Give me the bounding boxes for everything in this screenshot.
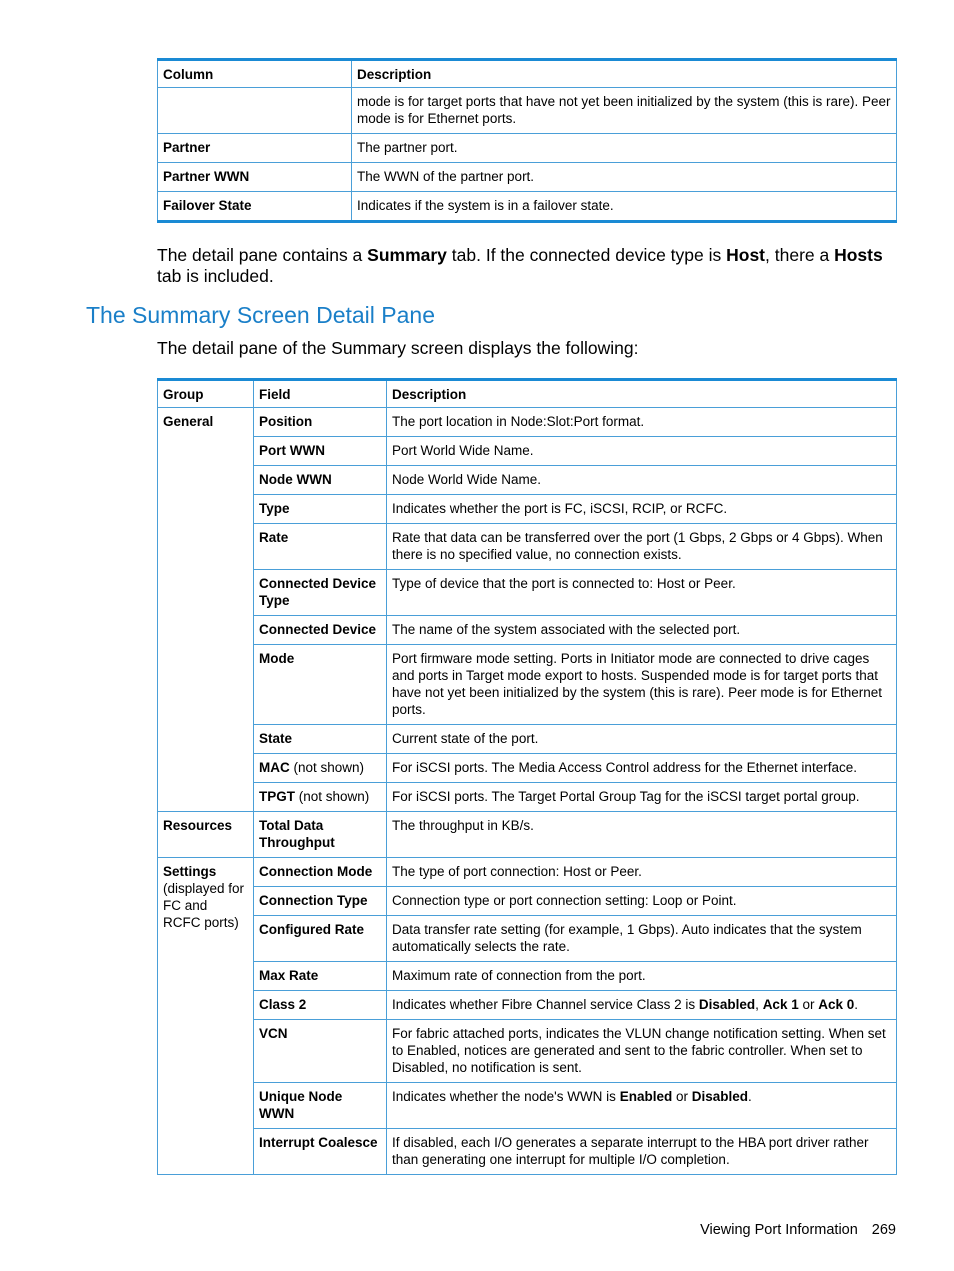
field-name: MAC (259, 760, 290, 775)
text-run: The detail pane contains a (157, 245, 368, 265)
description-header: Description (387, 380, 897, 408)
group-cell-settings (158, 858, 254, 1175)
table-row (158, 495, 897, 524)
table-row (158, 916, 897, 962)
bold-run: Summary (367, 245, 447, 265)
description-cell: mode is for target ports that have not yet been initialized by the system (this is rare). Peer mode is for Ethernet ports. (352, 88, 897, 134)
group-cell-resources: Resources (158, 812, 254, 858)
table-row (158, 645, 897, 725)
summary-fields-table (157, 378, 897, 1175)
bold-run: Ack 0 (818, 997, 855, 1012)
field-cell: Port WWN (254, 437, 387, 466)
field-note: (not shown) (289, 760, 365, 775)
page-footer (700, 1222, 896, 1238)
description-cell: Port World Wide Name. (387, 437, 897, 466)
table-row (158, 783, 897, 812)
description-cell: The type of port connection: Host or Peer. (387, 858, 897, 887)
column-cell: Partner (158, 134, 352, 163)
text-run: or (672, 1089, 692, 1104)
table-row (158, 1020, 897, 1083)
field-cell: Connected Device (254, 616, 387, 645)
description-cell: Port firmware mode setting. Ports in Initiator mode are connected to drive cages and ports in Target mode export to hosts. Suspended mode is for target ports that have not yet been initialized by the system (this is rare). Peer mode is for Ethernet ports. (387, 645, 897, 725)
column-cell: Failover State (158, 192, 352, 222)
text-run: or (798, 997, 819, 1012)
text-run: tab is included. (157, 266, 274, 286)
field-cell: Max Rate (254, 962, 387, 991)
description-cell: The name of the system associated with the selected port. (387, 616, 897, 645)
description-cell: The port location in Node:Slot:Port format. (387, 408, 897, 437)
table-row (158, 524, 897, 570)
description-cell: Data transfer rate setting (for example, 1 Gbps). Auto indicates that the system automatically selects the rate. (387, 916, 897, 962)
field-header: Field (254, 380, 387, 408)
page-number: 269 (871, 1222, 896, 1238)
table-header-row (158, 60, 897, 88)
description-cell: The throughput in KB/s. (387, 812, 897, 858)
group-cell-general: General (158, 408, 254, 812)
table-row (158, 754, 897, 783)
table-row (158, 88, 897, 134)
field-cell: Unique Node WWN (254, 1083, 387, 1129)
table-row (158, 408, 897, 437)
column-cell: Partner WWN (158, 163, 352, 192)
field-cell (254, 754, 387, 783)
description-cell: For iSCSI ports. The Media Access Control address for the Ethernet interface. (387, 754, 897, 783)
bold-run: Enabled (619, 1089, 673, 1104)
field-cell: VCN (254, 1020, 387, 1083)
intro-paragraph: The detail pane of the Summary screen displays the following: (157, 338, 639, 358)
table-row (158, 616, 897, 645)
detail-pane-paragraph (157, 245, 897, 287)
description-cell: Indicates whether the port is FC, iSCSI, RCIP, or RCFC. (387, 495, 897, 524)
table-row (158, 725, 897, 754)
table-row (158, 570, 897, 616)
column-cell (158, 88, 352, 134)
description-cell: If disabled, each I/O generates a separate interrupt to the HBA port driver rather than generating one interrupt for multiple I/O completion. (387, 1129, 897, 1175)
bold-run: Host (726, 245, 766, 265)
table-row (158, 437, 897, 466)
field-cell: Connection Mode (254, 858, 387, 887)
table-header-row (158, 380, 897, 408)
field-cell: Rate (254, 524, 387, 570)
table-row (158, 1083, 897, 1129)
description-cell: Current state of the port. (387, 725, 897, 754)
description-cell: Maximum rate of connection from the port. (387, 962, 897, 991)
field-cell: Class 2 (254, 991, 387, 1020)
text-run: Indicates whether the node's WWN is (392, 1089, 620, 1104)
table-row (158, 962, 897, 991)
field-cell: State (254, 725, 387, 754)
field-cell: Node WWN (254, 466, 387, 495)
description-cell: The partner port. (352, 134, 897, 163)
description-cell (387, 1083, 897, 1129)
description-cell: For fabric attached ports, indicates the VLUN change notification setting. When set to Enabled, notices are generated and sent to the fabric controller. When set to Disabled, no notification is sent. (387, 1020, 897, 1083)
table-row (158, 991, 897, 1020)
footer-section-title: Viewing Port Information (700, 1222, 858, 1238)
group-note: (displayed for FC and RCFC ports) (163, 881, 245, 930)
description-cell: Node World Wide Name. (387, 466, 897, 495)
bold-run: Hosts (834, 245, 883, 265)
field-note: (not shown) (295, 789, 370, 804)
field-cell (254, 783, 387, 812)
group-name: Settings (163, 864, 217, 879)
field-name: TPGT (259, 789, 295, 804)
description-cell: For iSCSI ports. The Target Portal Group Tag for the iSCSI target portal group. (387, 783, 897, 812)
column-description-table (157, 58, 897, 223)
text-run: , (755, 997, 763, 1012)
table-row (158, 134, 897, 163)
field-cell: Type (254, 495, 387, 524)
group-header: Group (158, 380, 254, 408)
bold-run: Ack 1 (762, 997, 799, 1012)
text-run: , there a (765, 245, 835, 265)
table-row (158, 192, 897, 222)
field-cell: Position (254, 408, 387, 437)
column-header: Column (158, 60, 352, 88)
field-cell: Mode (254, 645, 387, 725)
table-row (158, 1129, 897, 1175)
description-header: Description (352, 60, 897, 88)
bold-run: Disabled (698, 997, 756, 1012)
field-cell: Configured Rate (254, 916, 387, 962)
table-row (158, 466, 897, 495)
field-cell: Connected Device Type (254, 570, 387, 616)
table-row (158, 812, 897, 858)
field-cell: Connection Type (254, 887, 387, 916)
section-heading: The Summary Screen Detail Pane (86, 302, 435, 328)
description-cell: The WWN of the partner port. (352, 163, 897, 192)
description-cell: Indicates if the system is in a failover state. (352, 192, 897, 222)
text-run: Indicates whether Fibre Channel service Class 2 is (392, 997, 699, 1012)
table-row (158, 163, 897, 192)
description-cell: Connection type or port connection setting: Loop or Point. (387, 887, 897, 916)
text-run: tab. If the connected device type is (446, 245, 727, 265)
field-cell: Interrupt Coalesce (254, 1129, 387, 1175)
description-cell (387, 991, 897, 1020)
bold-run: Disabled (691, 1089, 748, 1104)
text-run: . (748, 1089, 752, 1104)
text-run: . (854, 997, 859, 1012)
description-cell: Type of device that the port is connected to: Host or Peer. (387, 570, 897, 616)
table-row (158, 858, 897, 887)
description-cell: Rate that data can be transferred over the port (1 Gbps, 2 Gbps or 4 Gbps). When there is no specified value, no connection exists. (387, 524, 897, 570)
table-row (158, 887, 897, 916)
field-cell: Total Data Throughput (254, 812, 387, 858)
